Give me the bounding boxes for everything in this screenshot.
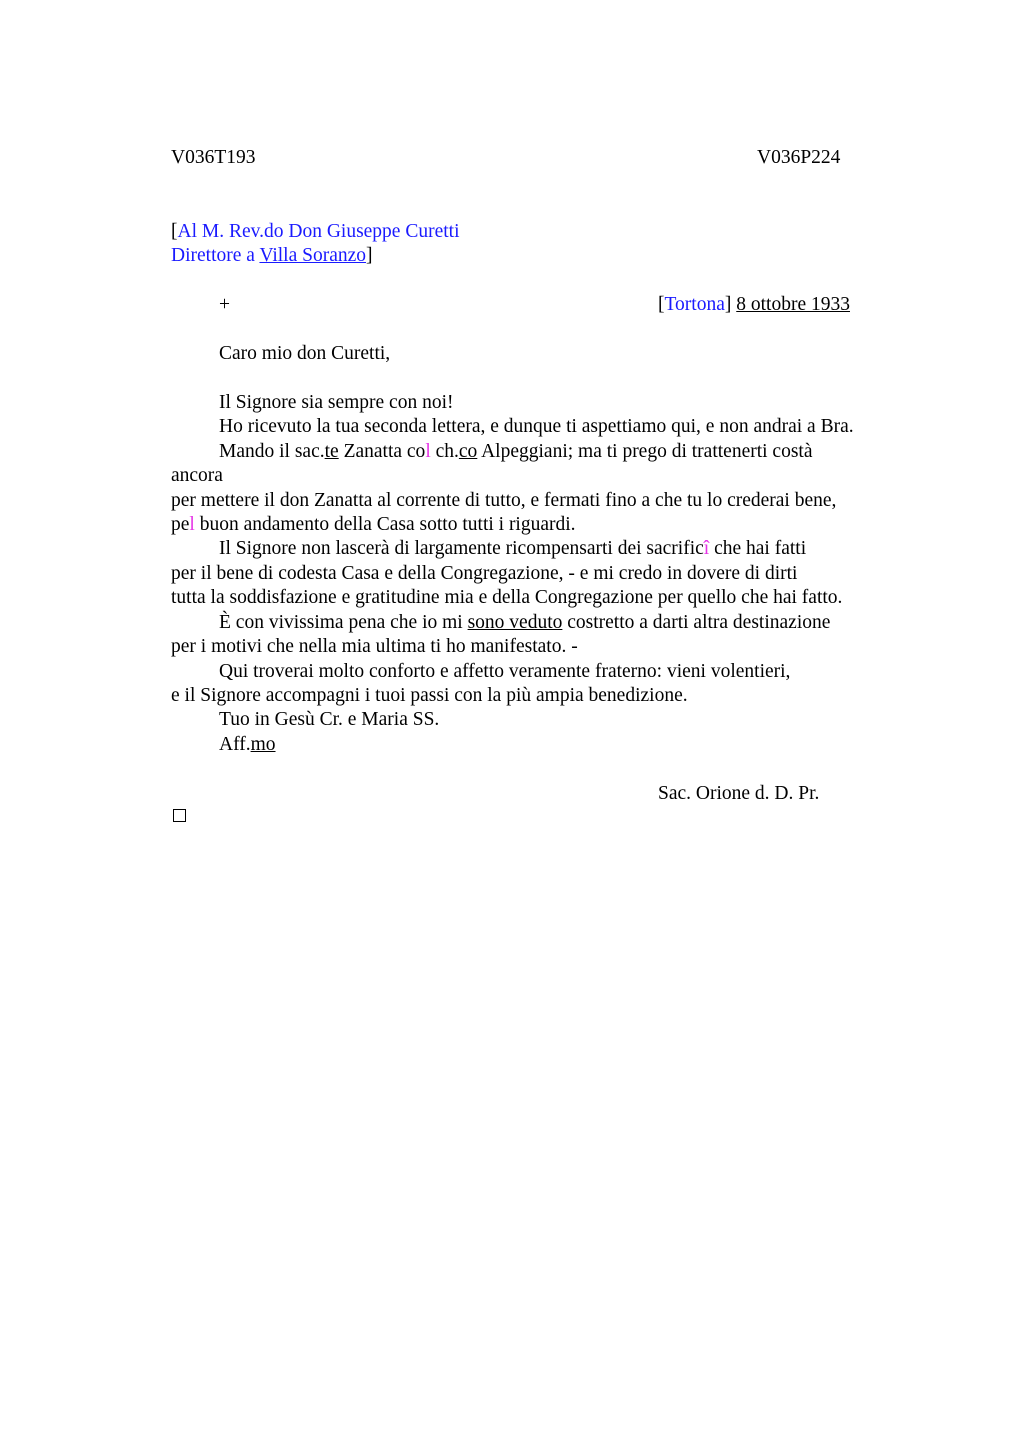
address-line-1 [171, 220, 460, 244]
correction-mark: î [703, 538, 710, 559]
text-span: Alpeggiani; ma ti prego di trattenerti costà [477, 441, 813, 462]
text-span: Il Signore non lascerà di largamente ricompensarti dei sacrific [219, 538, 704, 559]
dateline [658, 293, 850, 317]
body-line-1: Il Signore sia sempre con noi! [219, 392, 454, 413]
end-box-icon [173, 809, 186, 822]
body-line-10 [219, 611, 830, 635]
closing-line: Tuo in Gesù Cr. e Maria SS. [219, 709, 440, 730]
body-line-9: tutta la soddisfazione e gratitudine mia e della Congregazione per quello che hai fatto. [171, 587, 843, 608]
body-line-4: ancora [171, 465, 223, 486]
body-line-13: e il Signore accompagni i tuoi passi con la più ampia benedizione. [171, 685, 688, 706]
page-code-right: V036P224 [757, 147, 841, 168]
text-span: Mando il sac. [219, 441, 325, 462]
body-line-7 [219, 537, 806, 561]
recipient-place: Villa Soranzo [259, 245, 367, 266]
dateline-close-bracket: ] [724, 294, 732, 315]
body-line-5: per mettere il don Zanatta al corrente di tutto, e fermati fino a che tu lo crederai bene, [171, 490, 837, 511]
document-code-left: V036T193 [171, 147, 256, 168]
body-line-3 [219, 440, 813, 464]
text-span: È con vivissima pena che io mi [219, 612, 468, 633]
body-line-2: Ho ricevuto la tua seconda lettera, e dunque ti aspettiamo qui, e non andrai a Bra. [219, 416, 854, 437]
dateline-place: Tortona [664, 294, 725, 315]
address-line-2 [171, 244, 373, 268]
dateline-open-bracket: [ [658, 294, 665, 315]
closing-affmo [219, 733, 276, 757]
text-span: Zanatta co [338, 441, 426, 462]
body-line-6 [171, 513, 576, 537]
body-line-8: per il bene di codesta Casa e della Congregazione, - e mi credo in dovere di dirti [171, 563, 798, 584]
recipient-name: Al M. Rev.do Don Giuseppe Curetti [177, 221, 460, 242]
text-span: costretto a darti altra destinazione [562, 612, 831, 633]
abbrev-superscript: co [458, 441, 478, 462]
abbrev-superscript: mo [250, 734, 276, 755]
correction-mark: l [425, 441, 431, 462]
close-bracket: ] [366, 245, 373, 266]
correction-mark: l [189, 514, 195, 535]
dateline-date: 8 ottobre 1933 [736, 294, 850, 315]
body-line-12: Qui troverai molto conforto e affetto veramente fraterno: vieni volentieri, [219, 661, 791, 682]
abbrev-superscript: te [324, 441, 339, 462]
text-span: ch. [430, 441, 459, 462]
underlined-phrase: sono veduto [467, 612, 563, 633]
salutation: Caro mio don Curetti, [219, 343, 391, 364]
open-bracket: [ [171, 221, 178, 242]
text-span: che hai fatti [709, 538, 807, 559]
body-line-11: per i motivi che nella mia ultima ti ho manifestato. - [171, 636, 578, 657]
signature: Sac. Orione d. D. Pr. [658, 783, 820, 804]
cross-symbol: + [219, 294, 230, 315]
text-span: pe [171, 514, 190, 535]
text-span: Aff. [219, 734, 251, 755]
text-span: buon andamento della Casa sotto tutti i riguardi. [194, 514, 576, 535]
recipient-role: Direttore a [171, 245, 260, 266]
